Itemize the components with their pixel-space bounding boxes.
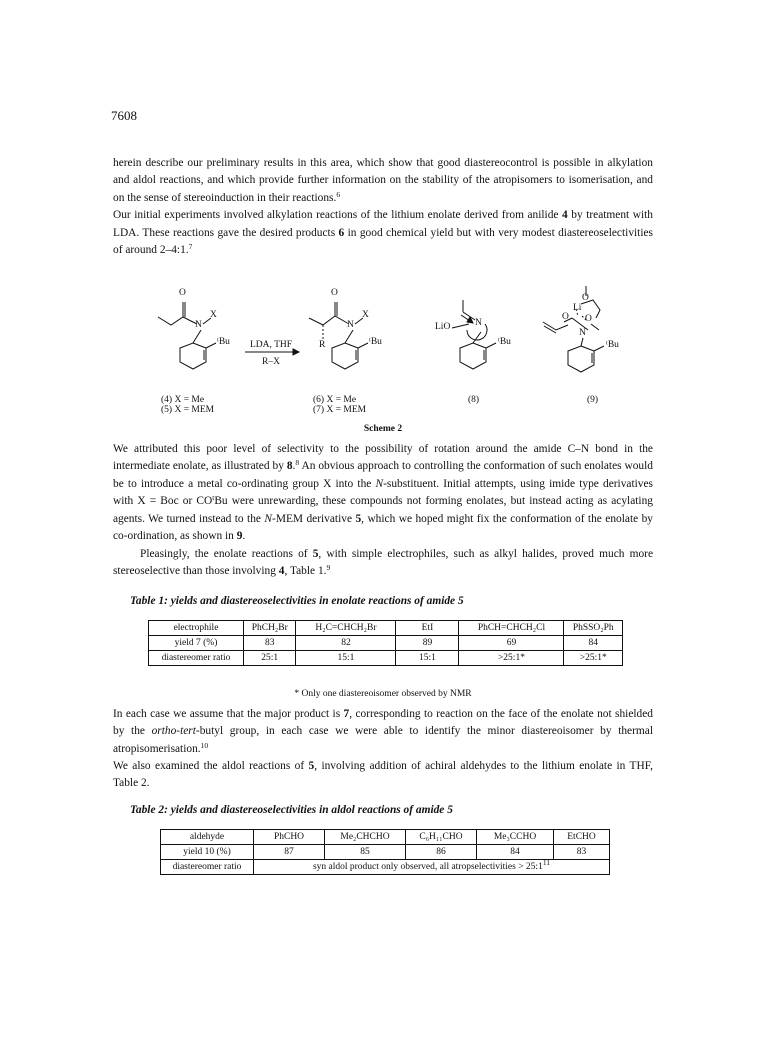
- compound-label: (5) X = MEM: [161, 405, 215, 415]
- table-row: [161, 860, 610, 875]
- table-cell: PhCH=CHCH₂Cl: [459, 621, 564, 636]
- scheme-2: [113, 282, 653, 422]
- table-cell-merged: [254, 860, 610, 875]
- atom-label: O: [562, 312, 569, 322]
- text: , involving addition of achiral aldehydes to the lithium enolate in THF, Table 2.: [113, 760, 653, 790]
- table-1: [148, 620, 623, 666]
- table-cell: 83: [244, 636, 296, 651]
- table-row: [149, 621, 623, 636]
- row-header: diastereomer ratio: [161, 860, 254, 875]
- table-cell: 69: [459, 636, 564, 651]
- atom-label: O: [179, 288, 186, 298]
- page-number: 7608: [111, 108, 137, 123]
- table-cell: EtCHO: [554, 830, 610, 845]
- compound-number: 7: [343, 708, 350, 720]
- reagent-label: LDA, THF: [250, 340, 293, 350]
- table-cell: 89: [396, 636, 459, 651]
- table-2-caption: Table 2: yields and diastereoselectivities in aldol reactions of amide 5: [130, 804, 453, 816]
- table-cell: Me₃CCHO: [477, 830, 554, 845]
- text: Bu were unrewarding, these compounds not forming enolates, but instead acting as acylating agents. We turned instead to the: [113, 495, 653, 525]
- compound-number: 4: [562, 209, 568, 222]
- text: We attributed this poor level of selectivity to the possibility of rotation around the amide C–N bond in the intermediate enolate, as illustrated by: [113, 443, 653, 473]
- table-cell: 87: [254, 845, 325, 860]
- compound-number: 6: [338, 226, 345, 239]
- table-cell: 84: [564, 636, 623, 651]
- reference: 6: [336, 189, 341, 199]
- text: , which we hoped might fix the conformation of the enolate by co-ordination, as shown in: [113, 512, 653, 543]
- compound-label: (9): [587, 395, 599, 405]
- text: herein describe our preliminary results in this area, which show that good diastereocontrol is possible in alkylation and aldol reactions, and which provide further information on the stability of the atropisomers to isomerisation, and on the sense of stereoinduction in their reactions.: [113, 157, 653, 204]
- compound-label: (8): [468, 395, 480, 405]
- atom-label: N: [579, 328, 586, 338]
- table-cell: 15:1: [396, 651, 459, 666]
- compound-number: 4: [278, 565, 285, 578]
- table-row: [149, 636, 623, 651]
- text: -substituent. Initial attempts, using imide type derivatives with X = Boc or CO: [113, 477, 653, 508]
- table-cell: PhSSO₂Ph: [564, 621, 623, 636]
- text: An obvious approach to controlling the conformation of such enolates would be to introduce a metal co-ordinating group X into the: [113, 460, 653, 490]
- table-cell: Me₂CHCHO: [325, 830, 406, 845]
- superscript: t: [212, 493, 215, 503]
- atom-label: N: [475, 318, 482, 328]
- reference: 7: [188, 242, 193, 252]
- atom-label: LiO: [435, 322, 451, 332]
- atom-label: R: [319, 340, 326, 350]
- atom-label: X: [362, 310, 369, 320]
- ratio-text: syn aldol product only observed, all atropselectivities > 25:1: [312, 862, 543, 872]
- text: We also examined the aldol reactions of: [113, 760, 309, 772]
- compound-label: (7) X = MEM: [313, 405, 367, 415]
- atom-label: O: [582, 293, 589, 303]
- row-header: aldehyde: [161, 830, 254, 845]
- atom-label: ᵗBu: [369, 337, 382, 347]
- table-2: [160, 829, 610, 875]
- italic-text: N: [375, 477, 384, 490]
- text: In each case we assume that the major product is: [113, 708, 344, 720]
- atom-label: Li: [573, 303, 582, 313]
- scheme-title: Scheme 2: [363, 424, 403, 434]
- text: .: [242, 530, 246, 543]
- compound-number: 9: [236, 530, 243, 543]
- table-cell: 84: [477, 845, 554, 860]
- paragraph-intro: [113, 155, 653, 259]
- reference: 9: [326, 563, 331, 573]
- reference: 11: [542, 858, 551, 867]
- table-cell: PhCHO: [254, 830, 325, 845]
- table-cell: C₆H₁₁CHO: [406, 830, 477, 845]
- compound-number: 5: [312, 548, 319, 560]
- atom-label: ᵗBu: [606, 340, 619, 350]
- reference: 8: [295, 458, 300, 468]
- text: -butyl group, in each case we were able to identify the minor diastereoisomer by thermal atropisomerisation.: [113, 725, 653, 755]
- italic-text: ortho-tert: [151, 725, 196, 738]
- atom-label: ᵗBu: [217, 337, 230, 347]
- compound-label: (4) X = Me: [161, 395, 205, 405]
- table-cell: 83: [554, 845, 610, 860]
- table-row: [149, 651, 623, 666]
- text: Our initial experiments involved alkylation reactions of the lithium enolate derived from anilide: [113, 209, 563, 222]
- table-cell: 15:1: [296, 651, 396, 666]
- row-header: yield 7 (%): [149, 636, 244, 651]
- row-header: electrophile: [149, 621, 244, 636]
- compound-label: (6) X = Me: [313, 395, 357, 405]
- text: , with simple electrophiles, such as alkyl halides, proved much more stereoselective than those involving: [113, 548, 653, 578]
- table-cell: 85: [325, 845, 406, 860]
- row-header: yield 10 (%): [161, 845, 254, 860]
- atom-label: O: [585, 314, 592, 324]
- text: -MEM derivative: [272, 512, 356, 525]
- reagent-label: R–X: [262, 357, 280, 367]
- text: , Table 1.: [284, 565, 327, 578]
- paragraph-aldol: [113, 758, 653, 793]
- paragraph-major-product: [113, 706, 653, 758]
- atom-label: O: [331, 288, 338, 298]
- atom-label: ᵗBu: [498, 337, 511, 347]
- table-1-footnote: * Only one diastereoisomer observed by NMR: [294, 689, 472, 699]
- italic-text: N: [264, 512, 273, 525]
- compound-number: 5: [308, 760, 315, 772]
- table-cell: >25:1*: [459, 651, 564, 666]
- text: by treatment with LDA. These reactions gave the desired products: [113, 209, 653, 239]
- table-cell: 86: [406, 845, 477, 860]
- compound-number: 8: [286, 460, 293, 473]
- compound-number: 5: [355, 512, 362, 525]
- paragraph-pleasingly: [113, 546, 653, 581]
- table-cell: 82: [296, 636, 396, 651]
- table-cell: 25:1: [244, 651, 296, 666]
- table-1-caption: Table 1: yields and diastereoselectivities in enolate reactions of amide 5: [130, 595, 464, 607]
- table-row: [161, 830, 610, 845]
- reference: 10: [200, 740, 209, 750]
- atom-label: N: [347, 320, 354, 330]
- atom-label: X: [210, 310, 217, 320]
- text: in good chemical yield but with very modest diastereoselectivities of around 2–4:1.: [113, 226, 653, 257]
- paragraph-conformation: We attributed this poor level of selectivity to the possibility of rotation around the amide C–N bond in the intermediate enolate, as illustrated by 8.$^8$ An obvious approach to controlling the conformation of such enolates would be to introduce a metal co-ordinating group X into the N-substituent. Initial attempts, using imide type derivatives with X = Boc or $CO^tBu$ were unrewarding, these compounds not forming enolates, but instead acting as acylating agents. We turned instead to the N-MEM derivative 5, which we hoped might fix the conformation of the enolate by co-ordination, as shown in 9.: [113, 443, 653, 543]
- text: Pleasingly, the enolate reactions of: [140, 548, 313, 560]
- atom-label: N: [195, 320, 202, 330]
- text: , corresponding to reaction on the face of the enolate not shielded by the: [113, 708, 654, 738]
- table-cell: >25:1*: [564, 651, 623, 666]
- table-cell: H₂C=CHCH₂Br: [296, 621, 396, 636]
- table-cell: EtI: [396, 621, 459, 636]
- row-header: diastereomer ratio: [149, 651, 244, 666]
- table-cell: PhCH₂Br: [244, 621, 296, 636]
